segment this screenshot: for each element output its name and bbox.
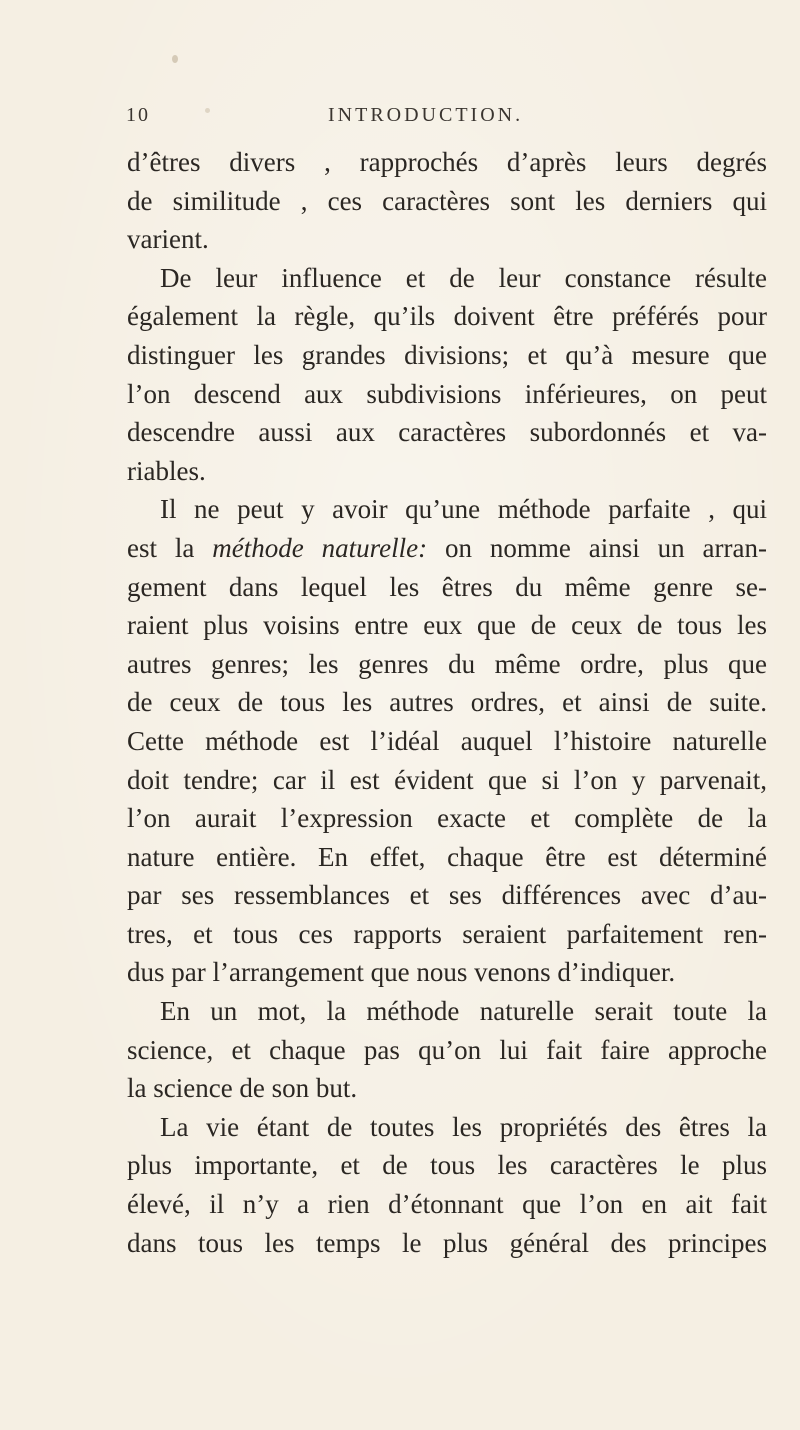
text-line: autres genres; les genres du même ordre, plus que <box>127 648 767 679</box>
text-line: Cette méthode est l’idéal auquel l’histoire naturelle <box>127 725 767 756</box>
italic-term: méthode naturelle: <box>212 532 428 563</box>
text-line: dans tous les temps le plus général des principes <box>127 1227 767 1258</box>
text-line: plus importante, et de tous les caractères le plus <box>127 1150 767 1181</box>
text-line: la science de son but. <box>127 1073 358 1104</box>
text-line: d’êtres divers , rapprochés d’après leurs degrés <box>127 147 767 177</box>
text-line: Il ne peut y avoir qu’une méthode parfaite , qui <box>160 494 767 525</box>
text-line: gement dans lequel les êtres du même genre se- <box>127 571 767 602</box>
text-line: de ceux de tous les autres ordres, et ainsi de suite. <box>127 687 767 718</box>
text-line: distinguer les grandes divisions; et qu’à mesure que <box>127 339 767 370</box>
text-line: de similitude , ces caractères sont les derniers qui <box>127 185 767 216</box>
text-line: riables. <box>127 455 206 486</box>
text-line: science, et chaque pas qu’on lui fait faire approche <box>127 1034 767 1065</box>
text-line: l’on aurait l’expression exacte et complète de la <box>127 803 767 834</box>
body-text <box>127 143 767 1262</box>
text-line: raient plus voisins entre eux que de ceux de tous les <box>127 610 767 641</box>
text-line-part: est la <box>127 532 213 563</box>
text-line <box>127 529 767 568</box>
text-line: De leur influence et de leur constance résulte <box>160 262 767 293</box>
text-line: par ses ressemblances et ses différences avec d’au- <box>127 880 767 911</box>
text-line: dus par l’arrangement que nous venons d’indiquer. <box>127 957 676 988</box>
text-line: varient. <box>127 224 209 255</box>
running-head: INTRODUCTION. <box>328 104 524 126</box>
text-line-part: on nomme ainsi un arran- <box>427 532 767 563</box>
text-line: La vie étant de toutes les propriétés des êtres la <box>160 1111 767 1142</box>
page-header <box>0 104 800 134</box>
text-line: nature entière. En effet, chaque être est déterminé <box>127 841 767 872</box>
page-number: 10 <box>126 104 150 126</box>
text-line: l’on descend aux subdivisions inférieures, on peut <box>127 378 767 409</box>
text-line: également la règle, qu’ils doivent être préférés pour <box>127 301 767 332</box>
text-line: doit tendre; car il est évident que si l’on y parvenait, <box>127 764 767 795</box>
text-line: descendre aussi aux caractères subordonnés et va- <box>127 417 767 448</box>
paper-stain <box>205 108 210 113</box>
text-line: tres, et tous ces rapports seraient parfaitement ren- <box>127 918 767 949</box>
text-line: En un mot, la méthode naturelle serait toute la <box>160 996 767 1027</box>
paper-stain <box>172 55 178 63</box>
text-line: élevé, il n’y a rien d’étonnant que l’on en ait fait <box>127 1189 767 1220</box>
